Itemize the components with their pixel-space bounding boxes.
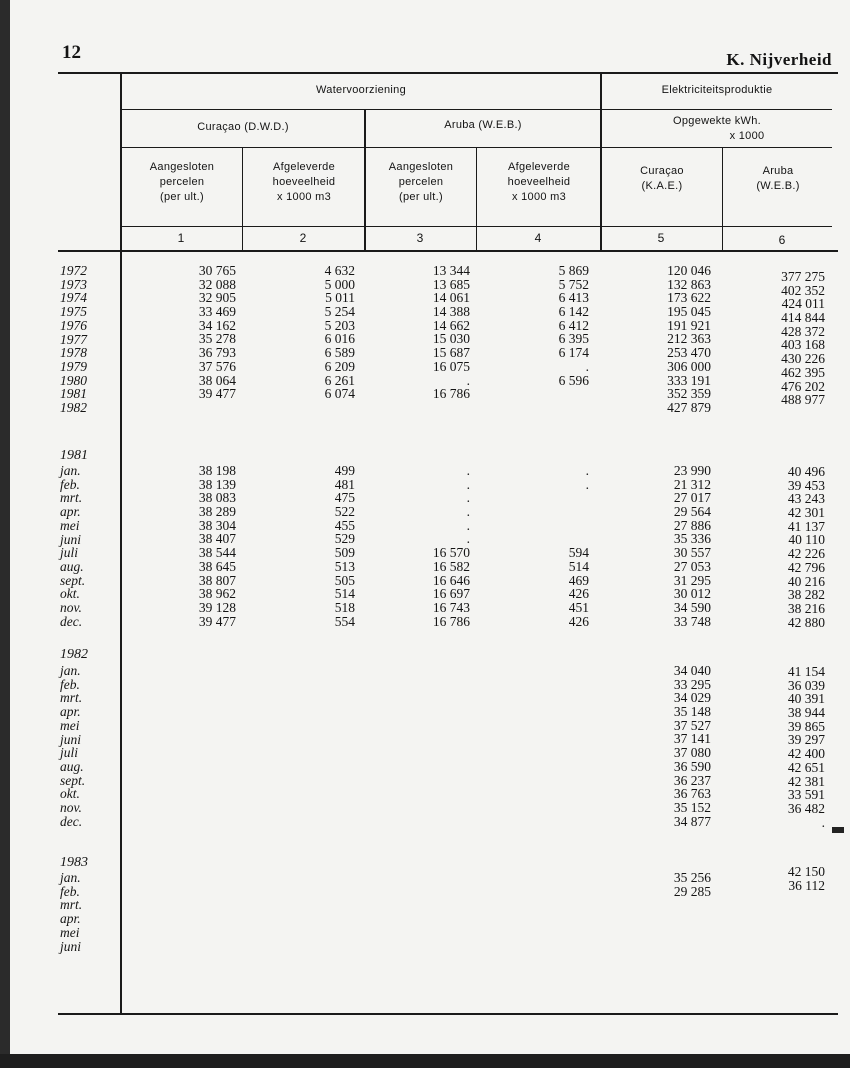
table-cell: 41 154 [787,664,825,679]
table-cell: 40 391 [787,691,825,707]
table-cell: 34 162 [198,317,236,333]
table-cell: 253 470 [667,345,711,361]
table-cell: 522 [334,504,355,520]
edge-marker [832,827,844,833]
table-cell: 38 544 [198,545,236,561]
table-cell: 30 012 [673,586,711,602]
column-c1-values [199,264,236,415]
table-cell: 5 203 [324,317,355,333]
column-number-3: 3 [416,231,424,245]
row-label: mrt. [60,897,83,913]
table-cell: 38 807 [198,572,236,588]
table-cell: 34 590 [673,599,711,615]
table-cell [788,933,825,947]
table-cell: 428 372 [781,323,825,339]
table-cell: 16 646 [432,572,470,588]
header-col-6: Aruba (W.E.B.) [756,165,800,192]
table-cell: 306 000 [667,358,711,374]
row-label: feb. [60,476,80,492]
row-label: juli [60,545,79,561]
row-label: 1974 [60,290,87,306]
row-label: aug. [60,558,84,574]
table-cell: 377 275 [781,269,825,284]
table-cell: 36 763 [673,786,711,802]
row-label: 1975 [60,304,87,320]
row-label: apr. [60,504,81,520]
page-number: 12 [62,42,81,63]
table-cell: 36 793 [198,345,236,361]
column-c4-values [569,464,589,628]
row-label: mei [60,517,80,533]
header-curacao-dwd: Curaçao (D.W.D.) [197,121,289,133]
table-cell: 42 150 [787,864,825,879]
column-number-2: 2 [299,231,307,245]
table-cell: 195 045 [667,304,711,320]
table-cell: 40 216 [787,573,825,589]
header-elektriciteitsproduktie: Elektriciteitsproduktie [661,84,773,96]
section-title: K. Nijverheid [726,50,832,69]
table-cell: 38 407 [198,531,236,547]
column-c5-values [674,464,711,628]
row-label: feb. [60,883,80,899]
header-watervoorziening: Watervoorziening [316,84,406,96]
header-aruba-web: Aruba (W.E.B.) [444,119,522,131]
column-c2-values [325,264,355,415]
table-cell: . [466,504,470,520]
row-label: okt. [60,786,80,802]
table-cell: 36 482 [787,800,825,816]
table-cell: 35 278 [198,331,236,347]
table-cell: 39 477 [198,386,236,402]
table-cell: 42 651 [787,759,825,775]
table-cell: 33 591 [787,787,825,803]
table-cell [433,401,470,415]
table-cell: 475 [334,490,355,506]
table-cell: 33 748 [673,613,711,629]
table-cell: 414 844 [781,310,825,326]
table-cell [674,939,711,953]
table-cell: 23 990 [673,463,711,478]
table-cell: 27 053 [673,558,711,574]
table-cell: 37 141 [673,731,711,747]
table-cell [781,407,825,421]
row-label: feb. [60,676,80,692]
row-label: mei [60,924,80,940]
row-label: 1973 [60,276,87,292]
table-cell: 30 557 [673,545,711,561]
table-cell: 513 [334,558,355,574]
table-cell [569,532,589,546]
row-label: nov. [60,600,82,616]
table-cell: 16 786 [432,613,470,629]
row-label: 1978 [60,345,87,361]
table-cell: 505 [334,572,355,588]
table-cell: . [466,517,470,533]
column-number-1: 1 [177,231,185,245]
table-cell: 41 137 [787,518,825,534]
table-cell: 5 000 [324,276,355,292]
table-cell: 38 282 [787,587,825,603]
column-c1-values [199,464,236,628]
table-cell: 333 191 [667,372,711,388]
table-cell: . [466,490,470,506]
scan-bottom-edge [0,1054,850,1068]
table-cell: . [466,476,470,492]
table-cell: 427 879 [667,399,711,415]
row-label: okt. [60,586,80,602]
row-label: jan. [60,870,81,885]
table-cell: 38 216 [787,600,825,616]
table-cell: 31 295 [673,572,711,588]
column-c5-values [674,871,711,953]
table-cell: 212 363 [667,331,711,347]
table-cell: . [466,531,470,547]
table-cell: 33 295 [673,676,711,692]
table-cell: 402 352 [781,282,825,298]
table-cell: 14 662 [432,317,470,333]
column-c2-values [335,464,355,628]
table-cell: 514 [334,586,355,602]
table-cell: . [585,463,589,478]
table-cell: 15 030 [432,331,470,347]
row-label: apr. [60,911,81,927]
table-cell: 21 312 [673,476,711,492]
table-cell [674,912,711,926]
row-label: 1977 [60,331,87,347]
table-cell: 6 589 [324,345,355,361]
table-cell: . [585,358,589,374]
table-cell: 36 237 [673,772,711,788]
table-cell: 13 344 [432,263,470,278]
table-cell: 514 [568,558,589,574]
header-col-4: Afgeleverde hoeveelheid x 1000 m3 [507,161,571,203]
table-cell: 529 [334,531,355,547]
table-cell: . [466,463,470,478]
table-cell: 36 039 [787,677,825,693]
table-cell: 30 765 [198,263,236,278]
header-opgewekte: Opgewekte kWh. x 1000 [673,115,765,142]
table-cell: 6 142 [558,304,589,320]
year-labels [60,264,87,415]
table-cell: 35 152 [673,799,711,815]
row-label: 1982 [60,400,87,416]
column-c3-values [433,464,470,628]
row-label: aug. [60,758,84,774]
page-binding-edge [0,0,10,1068]
table-cell: 42 400 [787,746,825,762]
table-cell: 38 083 [198,490,236,506]
table-cell: 37 080 [673,745,711,761]
table-cell: 5 752 [558,276,589,292]
table-cell: 5 011 [325,290,355,306]
row-label: sept. [60,572,86,588]
table-cell: 16 075 [432,358,470,374]
table-cell: 132 863 [667,276,711,292]
table-cell: 594 [568,545,589,561]
table-cell: 37 527 [673,717,711,733]
row-label: juni [60,938,82,954]
table-cell [788,906,825,920]
table-cell: 481 [334,476,355,492]
table-cell [325,401,355,415]
column-c3-values [433,264,470,415]
table-cell: 38 198 [198,463,236,478]
row-label: nov. [60,800,82,816]
month-labels-1983 [60,871,82,953]
table-cell: 35 256 [673,870,711,885]
table-cell: 16 582 [432,558,470,574]
table-cell: 32 905 [198,290,236,306]
row-label: sept. [60,772,86,788]
header-col-5: Curaçao (K.A.E.) [640,165,684,192]
header-col-3: Aangesloten percelen (per ult.) [388,161,454,203]
group-year-label: 1983 [60,855,88,870]
row-label: apr. [60,704,81,720]
table-cell: 36 112 [788,877,825,893]
row-label: mrt. [60,690,83,706]
column-c6-values [788,665,825,829]
table-cell: 403 168 [781,337,825,353]
column-c5-values [667,264,711,415]
table-cell: 5 869 [558,263,589,278]
row-label: juli [60,745,79,761]
table-cell: 42 796 [787,559,825,575]
table-cell: 42 226 [787,546,825,562]
table-cell: 455 [334,517,355,533]
table-cell: 42 301 [787,505,825,521]
table-cell: 14 388 [432,304,470,320]
table-cell: 6 074 [324,386,355,402]
table-cell: 38 304 [198,517,236,533]
group-year-label: 1981 [60,448,88,463]
table-cell: 39 865 [787,718,825,734]
table-cell [569,491,589,505]
row-label: jan. [60,663,81,678]
table-cell: 499 [334,463,355,478]
table-cell: 191 921 [667,317,711,333]
table-cell [788,920,825,934]
table-cell: 27 886 [673,517,711,533]
table-cell: 32 088 [198,276,236,292]
table-cell: 5 254 [324,304,355,320]
row-label: juni [60,731,82,747]
table-cell: 518 [334,599,355,615]
header-col-2: Afgeleverde hoeveelheid x 1000 m3 [272,161,336,203]
row-label: mrt. [60,490,83,506]
table-cell: 462 395 [781,364,825,380]
table-cell: 6 412 [558,317,589,333]
table-cell: 16 786 [432,386,470,402]
table-cell: 34 040 [673,663,711,678]
column-c5-values [674,664,711,828]
table-cell: 39 297 [787,732,825,748]
table-cell: 38 064 [198,372,236,388]
table-cell: 27 017 [673,490,711,506]
table-cell: 426 [568,613,589,629]
row-label: 1979 [60,358,87,374]
table-cell: 13 685 [432,276,470,292]
table-cell: 40 110 [788,532,825,548]
column-c4-values [559,264,589,415]
table-cell: 35 336 [673,531,711,547]
table-cell: 6 413 [558,290,589,306]
table-cell: 469 [568,572,589,588]
table-cell: 34 029 [673,690,711,706]
column-c6-values [788,465,825,629]
table-cell: 426 [568,586,589,602]
table-cell: 120 046 [667,263,711,278]
table-cell: 4 632 [324,263,355,278]
table-cell: 6 395 [558,331,589,347]
table-cell: . [585,476,589,492]
row-label: juni [60,531,82,547]
row-label: 1981 [60,386,87,402]
table-cell: 38 139 [198,476,236,492]
column-number-6: 6 [778,233,786,247]
table-cell: 36 590 [673,758,711,774]
table-cell: 6 209 [324,358,355,374]
row-label: jan. [60,463,81,478]
table-cell [569,519,589,533]
table-cell [788,892,825,906]
month-labels-1981 [60,464,85,628]
table-cell: 29 285 [673,883,711,899]
month-labels-1982 [60,664,85,828]
table-cell: . [821,814,825,830]
table-cell: 38 289 [198,504,236,520]
table-cell: 451 [568,599,589,615]
table-cell [199,401,236,415]
table-cell: 352 359 [667,386,711,402]
table-cell [559,401,589,415]
table-cell: 42 880 [787,614,825,630]
table-cell: 39 453 [787,477,825,493]
table-cell: 424 011 [781,296,825,312]
table-cell: 476 202 [781,378,825,394]
table-cell: 430 226 [781,351,825,367]
table-cell: 554 [334,613,355,629]
table-cell [674,926,711,940]
row-label: 1980 [60,372,87,388]
table-cell: 38 645 [198,558,236,574]
table-cell: 14 061 [432,290,470,306]
table-cell: 488 977 [781,392,825,408]
column-c6-values [781,270,825,421]
table-cell: 15 687 [432,345,470,361]
column-number-4: 4 [534,231,542,245]
column-c6-values [788,865,825,947]
table-cell: 16 743 [432,599,470,615]
column-number-5: 5 [657,231,665,245]
table-cell: 6 261 [324,372,355,388]
table-cell: 16 570 [432,545,470,561]
table-cell: 40 496 [787,464,825,479]
row-label: dec. [60,613,83,629]
header-col-1: Aangesloten percelen (per ult.) [149,161,215,203]
table-cell: 34 877 [673,813,711,829]
group-year-label: 1982 [60,647,88,662]
row-label: 1972 [60,263,87,278]
table-cell: 35 148 [673,704,711,720]
table-cell: 16 697 [432,586,470,602]
table-cell: 6 596 [558,372,589,388]
table-cell: 39 477 [198,613,236,629]
table-cell [674,898,711,912]
table-cell: . [466,372,470,388]
row-label: 1976 [60,317,87,333]
table-cell: 38 962 [198,586,236,602]
table-cell: 6 174 [558,345,589,361]
table-cell: 173 622 [667,290,711,306]
table-cell: 42 381 [787,773,825,789]
table-cell: 33 469 [198,304,236,320]
table-cell: 39 128 [198,599,236,615]
table-cell: 43 243 [787,491,825,507]
row-label: dec. [60,813,83,829]
table-cell: 37 576 [198,358,236,374]
table-cell: 38 944 [787,705,825,721]
table-cell [559,387,589,401]
table-cell: 29 564 [673,504,711,520]
table-cell: 6 016 [324,331,355,347]
table-cell: 509 [334,545,355,561]
table-cell [569,505,589,519]
row-label: mei [60,717,80,733]
